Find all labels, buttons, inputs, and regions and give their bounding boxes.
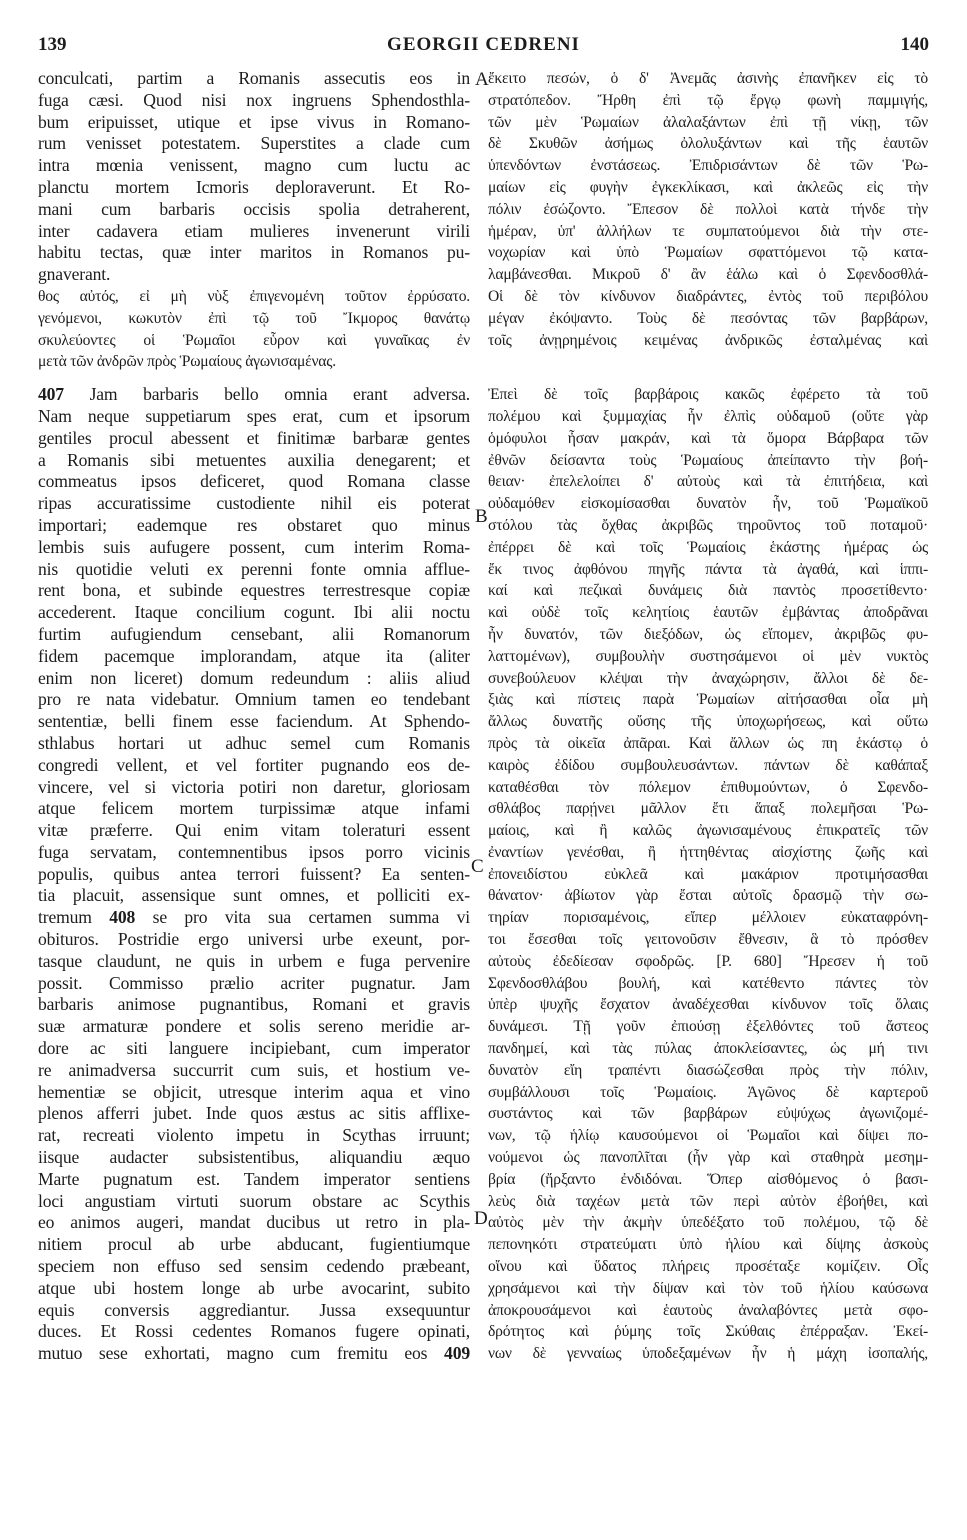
text-line: πανδημεί, καὶ τὰς πύλας ἀποκλείσαντες, ὡς μή τινι [488,1040,928,1058]
text-line: ὑπενδόντων ἐνστάσεως. Ἐπιδρισάντων δὲ τῶν Ῥω- [488,157,928,175]
text-line: πολέμου καὶ ξυμμαχίας ἦν ἐλπὶς οὐδαμοῦ (οὔτε γὰρ [488,407,928,425]
section-start-line [38,384,470,406]
text-line: eo animos augeri, mandat ducibus ut retro in pla- [38,1212,470,1233]
text-line: συμβάλλουσι τοῖς Ῥωμαίοις. Ἀγῶνος δὲ καρτεροῦ [488,1083,928,1101]
text-run: Jam barbaris bello omnia erant adversa. [63,384,470,405]
text-line: re animadversa succurrit cum suis, et hostium ve- [38,1059,470,1080]
text-line: ἔκειτο πεσών, ὁ δ' Ἀνεμᾶς ἀσινὴς ἐπανῆκεν εἰς τὸ [488,70,928,87]
text-line: δρότητος καὶ ῥύμης τοῖς Σκύθαις ἐπέρραξαν. Ἐκεί- [488,1323,928,1341]
text-line: ὁμόφυλοι ἦσαν μακράν, καὶ τὰ ὅμορα Βάρβαρα τῶν [488,429,928,447]
text-line: loci angustiam virtuti suorum obstare ac Scythis [38,1190,470,1211]
text-line: σκυλεύοντες οἱ Ῥωμαῖοι εὗρον καὶ γυναῖκας ἐν [38,331,470,349]
text-line: populis, quibus antea terrori fuissent? Ea senten- [38,863,470,884]
text-line: ἦν δυνατόν, τῶν διεξόδων, ὡς εἴπομεν, ἀκριβῶς φυ- [488,625,928,643]
text-line: barbaris animose pugnantibus, Romani et gravis [38,994,470,1015]
margin-letter-c: C [471,856,484,877]
text-line: rent bona, et subinde equestres terrestresque copiæ [38,580,470,601]
text-line: γενόμενοι, κωκυτὸν ἐπὶ τῷ τοῦ Ἴκμορος θανάτῳ [38,309,470,327]
text-line: a Romanis sibi metuentes auxilia denegarent; et [38,449,470,470]
text-line: Ἐπεὶ δὲ τοῖς βαρβάροις κακῶς ἐφέρετο τὰ τοῦ [488,386,928,404]
text-line: ἐπονειδίστου εὐκλεᾶ καὶ μακάριον προτιμήσασθαι [488,865,928,883]
text-line: αὐτοὺς ἐδεδίεσαν σφοδρῶς. [P. 680] Ἤρεσεν ἡ τοῦ [488,952,928,970]
text-line: lembis suis aufugere possent, cum interim Roma- [38,536,470,557]
text-line: conculcati, partim a Romanis assecutis eos in [38,68,470,88]
running-title: GEORGII CEDRENI [387,34,580,55]
text-line: dore ac siti languere incipiebant, cum imperator [38,1038,470,1059]
text-line: vincere, vel si victoria potiri non daretur, gloriosam [38,776,470,797]
text-line: suæ armaturæ pondere et solis sereno meridie ar- [38,1016,470,1037]
text-line: αὐτὸς μὲν τὴν ἀκμὴν ὑπεδέξατο τοῦ πολέμου, τῷ δὲ [488,1214,928,1232]
text-line: ἐπέρρει δὲ καὶ τοῖς Ῥωμαίοις ἑκάστης ἡμέρας ὡς [488,538,928,556]
text-line: οἴνου καὶ ὕδατος πλήρεις προσέταξε κομίζειν. Οἷς [488,1258,928,1276]
text-line: νοχωρίαν καὶ ὑπὸ Ῥωμαίων σφαττόμενοι τῷ κατα- [488,244,928,262]
text-line: τοι ἔσεσθαι τοῖς γειτονοῦσιν ἔθνεσιν, ἃ τὸ πρόσθεν [488,931,928,949]
text-line: λαμβάνεσθαι. Μικροῦ δ' ἂν ἑάλω καὶ ὁ Σφενδοσθλά- [488,266,928,284]
text-line: πρὸς τὰ οἰκεῖα ἀπᾶραι. Καὶ ἄλλων ὡς πη ἑκάστῳ ὁ [488,734,928,752]
text-line: mani cum barbaris occisis spolia detraherent, [38,198,470,219]
text-line: atque felicem mortem turpissimæ atque infami [38,798,470,819]
text-line: ξιὰς καὶ πίστεις παρὰ Ῥωμαίων αἰτήσασθαι οἷα μὴ [488,691,928,709]
latin-column [38,68,470,1365]
text-line: θάνατον· ἀβίωτον γὰρ ἔσται αὐτοῖς δρασμῷ τὴν σω- [488,887,928,905]
text-line: νούμενοι ὡς πανοπλῖται (ἦν γὰρ καὶ σταθηρὰ μεσημ- [488,1149,928,1167]
margin-letter-a: A [475,69,489,90]
section-number: 407 [38,384,64,405]
text-line: σθλάβος παρῄνει μᾶλλον ἔτι ἅπαξ πολεμῆσαι Ῥω- [488,800,928,818]
text-line: ἡμέραν, ὑπ' ἀλλήλων τε συμπατούμενοι διὰ τὴν στε- [488,222,928,240]
text-line: πόλιν ἐσώζοντο. Ἔπεσον δὲ πολλοὶ κατὰ τήνδε τὴν [488,200,928,218]
text-line: τηρίαν πορισαμένοις, εἴπερ μέλλοιεν εὐκαταφρόνη- [488,909,928,927]
text-line: συνεβούλευον κλέψαι τὴν ἀναχώρησιν, ἄλλοι δὲ δε- [488,669,928,687]
text-line: νων, τῷ ἡλίῳ καυσούμενοι οἱ Ῥωμαῖοι καὶ δίψει πο- [488,1127,928,1145]
text-line: nitiem procul ab urbe abducant, fugientiumque [38,1234,470,1255]
margin-letter-b: B [475,506,488,527]
text-line: μαίων εἰς φυγὴν ἐγκεκλίκασι, καὶ ἀκλεῶς εἰς τὴν [488,178,928,196]
section-line [38,907,470,929]
text-line: possit. Commisso prælio acriter pugnatur. Jam [38,972,470,993]
text-line: habitu tectas, quæ inter maritos in Romanos pu- [38,242,470,263]
text-line: ἐναντίων γενέσθαι, ἢ ἡττηθέντας αἰσχίστης ζωῆς καὶ [488,843,928,861]
text-line: intra mœnia venissent, magno cum luctu ac [38,155,470,176]
text-line: duces. Et Rossi cedentes Romanos fugere opinati, [38,1321,470,1342]
text-line: τοῖς ἀνῃρημένοις κειμένας ἀνδρικῶς ἐσταλμένας καὶ [488,331,928,349]
text-line: iisque audacter subsistentibus, aliquandiu æquo [38,1147,470,1168]
text-run: tremum [38,907,110,928]
text-line: μετὰ τῶν ἀνδρῶν πρὸς Ῥωμαίους ἀγωνισαμένας. [38,353,336,371]
text-line: enim non liceret) domum redeundum : aliis aliud [38,667,470,688]
text-line: δυνάμεσι. Τῇ γοῦν ἐπιούσῃ ἐξελθόντες τοῦ ἄστεος [488,1018,928,1036]
text-line: δὲ Σκυθῶν ἀσήμως ὀλολυξάντων καὶ τῆς ἑαυτῶν [488,135,928,153]
text-line: τῶν μὲν Ῥωμαίων ἀλαλαξάντων ἐπὶ τῇ νίκῃ, τῶν [488,113,928,131]
text-line: θειαν· ἐπελελοίπει δ' αὐτοὺς καὶ τὰ ἐπιτήδεια, καὶ [488,473,928,491]
text-run: mutuo sese exhortati, magno cum fremitu eos [38,1343,445,1364]
section-line [38,1343,470,1365]
text-line: tasque claudunt, ne quis in urbem e fuga pervenire [38,950,470,971]
text-line: congredi vellent, et vel fortiter pugnando eos de- [38,754,470,775]
text-line: Οἱ δὲ τὸν κίνδυνον διαδράντες, ἐντὸς τοῦ περιβόλου [488,287,928,305]
text-line: nis quotidie veluti ex perenni fonte omnia afflue- [38,558,470,579]
text-line: νων δὲ γενναίως ὑποδεξαμένων ἦν ἡ μάχη ἰσοπαλής, [488,1345,928,1363]
text-line: importari; eademque res obstaret quo minus [38,514,470,535]
text-line: speciem non effuso sed sensim cedendo præbeant, [38,1256,470,1277]
text-line: ἄλλως δυνατῆς οὔσης τῆς ὑποχωρήσεως, καὶ οὕτω [488,713,928,731]
text-line: sententiæ, belli finem esse faciendum. At Sphendo- [38,711,470,732]
text-line: θος αὐτός, εἰ μὴ νὺξ ἐπιγενομένη τοῦτον ἐρρύσατο. [38,287,470,305]
text-line: ἔκ τινος ἀφθόνου πηγῆς πάντα τὰ ἀγαθά, καὶ ἱππι- [488,560,928,578]
text-line: καί καὶ πεζικαὶ δυνάμεις διὰ παντὸς προσετίθεντο· [488,582,928,600]
text-line: ἐθνῶν δείσαντα τοὺς Ῥωμαίους ἀπείπαντο τὴν βοή- [488,451,928,469]
text-line: tia placuit, assensique sunt omnes, et polliciti ex- [38,885,470,906]
text-line: ὑπὲρ ψυχῆς ἔσχατον ἀναδέχεσθαι κίνδυνον τοῖς ὅλαις [488,996,928,1014]
section-number: 408 [109,907,136,928]
text-line: βρία (ἤρξαντο ἐνδιδόναι. Ὅπερ αἰσθόμενος ὁ βασι- [488,1170,928,1188]
text-line: inter cadavera etiam mulieres invenerunt virili [38,220,470,241]
text-line: Nam neque suppetiarum spes erat, cum et ipsorum [38,405,470,426]
text-line: accederent. Itaque concilium cogunt. Ibi alii noctu [38,602,470,623]
text-line: πεπονηκότι στρατεύματι ὑπὸ ἡλίου καὶ δίψης ἀσκοὺς [488,1236,928,1254]
text-line: Marte pugnatum est. Tandem imperator sentiens [38,1168,470,1189]
margin-letter-d: D [474,1208,488,1229]
text-line: ἀποκρουσάμενοι καὶ ἑαυτοὺς ἀναλαβόντες μετὰ σφο- [488,1301,928,1319]
text-line: obituros. Postridie ergo universi urbe exeunt, por- [38,929,470,950]
text-line: furtim aufugiendum censebant, alii Romanorum [38,623,470,644]
page-number-right: 140 [900,34,929,55]
text-line: καταθέσθαι τὸν πόλεμον ἐπιθυμούντων, ὁ Σφενδο- [488,778,928,796]
text-line: μέγαν ἐκόψαντο. Τοὺς δὲ πεσόντας τῶν βαρβάρων, [488,309,928,327]
text-line: fuga servatam, contemnentibus ipsos porro vicinis [38,841,470,862]
text-line: fuga cæsi. Quod nisi nox ingruens Sphendosthla- [38,89,470,110]
text-line: Σφενδοσθλάβου βουλή, καὶ κατέθεντο πάντες τὸν [488,974,928,992]
text-line: στόλου τὰς ὄχθας ἀκριβῶς τηροῦντος τοῦ ποταμοῦ· [488,516,928,534]
text-line: equis conversis aggrediantur. Jussa exsequuntur [38,1299,470,1320]
text-line: δυνατὸν εἴη τραπέντι διασώζεσθαι πρὸς τὴν πόλιν, [488,1061,928,1079]
text-run: se pro vita sua certamen summa vi [135,907,470,928]
text-line: μαίοις, καὶ ἢ καλῶς ἀγωνισαμένους ἐπικρατεῖς τῶν [488,822,928,840]
text-line: hementiæ se objicit, utresque interim aqua et vino [38,1081,470,1102]
running-header [38,34,929,60]
section-number: 409 [444,1343,470,1364]
text-line: pro re nata videbatur. Omnium tamen eo tendebant [38,689,470,710]
text-line: commeatus ipsos deficeret, quod Romana classe [38,471,470,492]
text-line: λεὺς διὰ ταχέων μετὰ τῶν περὶ αὐτὸν ἐβοήθει, καὶ [488,1192,928,1210]
text-line: rat, recreati violento impetu in Scythas irruunt; [38,1125,470,1146]
text-line: atque ubi hostem longe ab urbe avocarint, subito [38,1277,470,1298]
page-number-left: 139 [38,34,67,55]
text-line: rum venisset potestatem. Superstites a clade cum [38,133,470,154]
text-line: συστάντος καὶ τῶν βαρβάρων εὐψύχως ἀγωνιζομέ- [488,1105,928,1123]
text-line: ripas accuratissime custodiente nihil eis poterat [38,493,470,514]
text-line: καιρὸς ἐδίδου συμβουλευσάντων. πάντων δὲ καθάπαξ [488,756,928,774]
greek-column [488,68,928,1365]
text-line: καὶ οὐδὲ τοῖς κελητίοις ἑαυτῶν ἐμβάντας ἀποδρᾶναι [488,604,928,622]
text-line: gentiles procul abessent et finitimæ barbaræ gentes [38,427,470,448]
text-line: plenos afferri jubet. Inde quos æstus ac sitis afflixe- [38,1103,470,1124]
text-line: vitæ præferre. Qui enim vitam toleraturi essent [38,820,470,841]
text-line: οὐδαμόθεν εἰσκομίσασθαι δυνατὸν ἦν, τοῦ Ῥωμαϊκοῦ [488,495,928,513]
text-line: planctu mortem Icmoris deploraverunt. Et Ro- [38,176,470,197]
text-line: στρατόπεδον. Ἤρθη ἐπὶ τῷ ἔργῳ φωνὴ παμμιγής, [488,91,928,109]
text-line: bum eripuisset, utique et ipse vivus in Romano- [38,111,470,132]
text-line: λαττομένων), συμβουλὴν συστησάμενοι οἱ μὲν νυκτὸς [488,647,928,665]
text-line: χρησάμενοι καὶ τὴν δίψαν καὶ τὸν τοῦ ἡλίου καύσωνα [488,1279,928,1297]
text-line: gnaverant. [38,264,111,285]
text-line: fidem pacemque implorandam, atque ita (aliter [38,645,470,666]
text-line: sthlabus hortari ut adhuc semel cum Romanis [38,732,470,753]
